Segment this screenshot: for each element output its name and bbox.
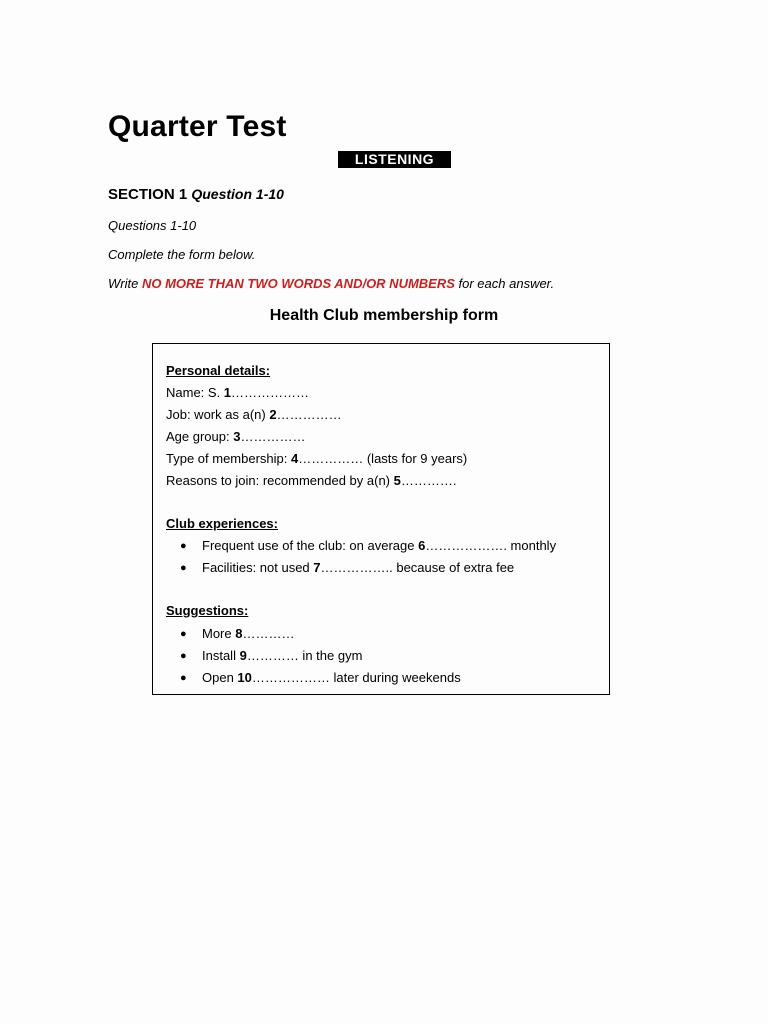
form-row-name: [166, 385, 309, 400]
row-label: More: [202, 626, 236, 641]
section-heading: [108, 186, 284, 203]
instruction-prefix: Write: [108, 276, 142, 291]
row-label: Name: S.: [166, 385, 224, 400]
form-row-membership-type: [166, 451, 467, 466]
instruction-questions: Questions 1-10: [108, 218, 197, 233]
list-item-facilities: [202, 560, 514, 575]
answer-blank: ………………: [231, 385, 310, 400]
question-number: 1: [223, 385, 232, 400]
answer-blank: ……………: [276, 407, 342, 422]
row-label: Reasons to join: recommended by a(n): [166, 473, 394, 488]
listening-badge: LISTENING: [338, 151, 451, 168]
section-label: SECTION 1: [108, 186, 188, 203]
list-item-frequent-use: [202, 538, 556, 553]
club-experiences-heading: Club experiences:: [166, 516, 278, 531]
question-number: 2: [269, 407, 277, 422]
question-number: 9: [239, 648, 247, 663]
row-label: Type of membership:: [166, 451, 291, 466]
form-row-job: [166, 407, 342, 422]
page-title: Quarter Test: [108, 110, 287, 143]
suggestions-heading: Suggestions:: [166, 603, 249, 618]
answer-blank: ……………… later during weekends: [251, 670, 461, 685]
question-number: 4: [291, 451, 299, 466]
question-number: 8: [235, 626, 243, 641]
answer-blank: ………… in the gym: [246, 648, 363, 663]
form-title: Health Club membership form: [269, 307, 499, 324]
row-label: Facilities: not used: [202, 560, 314, 575]
bullet-icon: ●: [180, 672, 187, 684]
answer-blank: …………… (lasts for 9 years): [298, 451, 468, 466]
bullet-icon: ●: [180, 540, 187, 552]
instruction-emphasis: NO MORE THAN TWO WORDS AND/OR NUMBERS: [141, 276, 455, 291]
row-label: Frequent use of the club: on average: [202, 538, 419, 553]
bullet-icon: ●: [180, 650, 187, 662]
row-label: Open: [202, 670, 238, 685]
instruction-complete: Complete the form below.: [108, 247, 256, 262]
answer-blank: …………: [242, 626, 295, 641]
personal-details-heading: Personal details:: [166, 363, 271, 378]
list-item-more: [202, 626, 294, 641]
section-sub: Question 1-10: [191, 186, 284, 202]
question-number: 6: [418, 538, 426, 553]
row-label: Install: [202, 648, 240, 663]
answer-blank: ………………. monthly: [425, 538, 557, 553]
list-item-open: [202, 670, 461, 685]
question-number: 5: [393, 473, 401, 488]
instruction-word-limit: [108, 276, 554, 291]
bullet-icon: ●: [180, 628, 187, 640]
form-row-age-group: [166, 429, 305, 444]
row-label: Age group:: [166, 429, 234, 444]
list-item-install: [202, 648, 362, 663]
question-number: 3: [233, 429, 241, 444]
answer-blank: ……………: [240, 429, 306, 444]
instruction-suffix: for each answer.: [454, 276, 555, 291]
answer-blank: …………….. because of extra fee: [320, 560, 515, 575]
row-label: Job: work as a(n): [166, 407, 270, 422]
answer-blank: ………….: [400, 473, 457, 488]
form-row-reasons: [166, 473, 456, 488]
bullet-icon: ●: [180, 562, 187, 574]
question-number: 10: [237, 670, 252, 685]
question-number: 7: [313, 560, 321, 575]
